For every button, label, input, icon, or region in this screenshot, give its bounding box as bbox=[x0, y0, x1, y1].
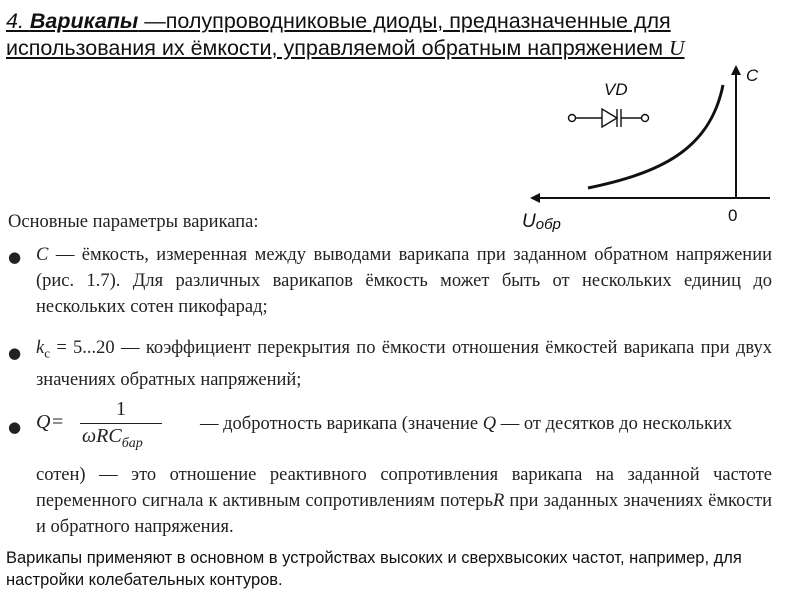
formula-denominator: ωRC$_{бар}$ bbox=[82, 425, 143, 451]
bullet-q: ● bbox=[8, 418, 22, 436]
formula-numerator: 1 bbox=[116, 398, 126, 420]
title-keyword: Варикапы bbox=[29, 9, 139, 33]
formula-equals: = bbox=[52, 411, 64, 433]
param-quality-text-cont: сотен) — это отношение реактивного сопротивления варикапа на заданной частоте переменного сигнала к активным сопротивлениям потерьR при заданных значениях ёмкости и обратного напряжения. bbox=[36, 465, 772, 537]
diode-label: VD bbox=[604, 80, 628, 99]
slide-title bbox=[6, 8, 786, 62]
capacitance-voltage-graph bbox=[520, 55, 790, 235]
bullet-c: ● bbox=[8, 248, 22, 266]
x-axis-label-main: U bbox=[522, 211, 536, 232]
x-axis-label bbox=[522, 211, 561, 233]
formula-q-symbol: Q bbox=[36, 411, 51, 433]
param-kc-subscript: c bbox=[44, 345, 50, 361]
capacitance-curve bbox=[588, 85, 723, 188]
diode-terminal-right bbox=[642, 115, 649, 122]
param-kc-text: — коэффициент перекрытия по ёмкости отношения ёмкостей варикапа при двух значениях обратных напряжений; bbox=[36, 338, 772, 390]
formula-denominator-sub: бар bbox=[121, 436, 143, 451]
param-capacitance bbox=[36, 242, 772, 320]
param-kc-value: = 5...20 bbox=[50, 338, 115, 358]
x-axis-label-sub: обр bbox=[535, 216, 561, 233]
origin-label: 0 bbox=[728, 206, 738, 225]
param-c-symbol: C bbox=[36, 245, 49, 265]
parameters-heading: Основные параметры варикапа: bbox=[8, 212, 259, 232]
title-variable: U bbox=[668, 36, 685, 60]
y-axis-label: C bbox=[746, 66, 759, 85]
diode-triangle bbox=[602, 109, 617, 127]
bullet-kc: ● bbox=[8, 344, 22, 362]
diode-terminal-left bbox=[569, 115, 576, 122]
title-definition: —полупроводниковые диоды, предназначенные для использования их ёмкости, управляемой обратным напряжением bbox=[6, 9, 671, 60]
param-overlap-coefficient bbox=[36, 335, 772, 393]
param-c-text: — ёмкость, измеренная между выводами варикапа при заданном обратном напряжении (рис. 1.7). Для различных варикапов ёмкость может быть от нескольких единиц до нескольких сотен пикофарад; bbox=[36, 245, 772, 317]
formula-fraction-bar bbox=[80, 423, 162, 424]
footer-note: Варикапы применяют в основном в устройствах высоких и сверхвысоких частот, например, для настройки колебательных контуров. bbox=[6, 549, 742, 589]
param-quality-text: — добротность варикапа (значение Q — от десятков до нескольких bbox=[200, 414, 733, 434]
quality-factor-formula bbox=[36, 398, 196, 450]
diode-symbol bbox=[569, 109, 649, 127]
title-number: 4. bbox=[6, 9, 30, 33]
param-kc-symbol: k bbox=[36, 338, 45, 358]
